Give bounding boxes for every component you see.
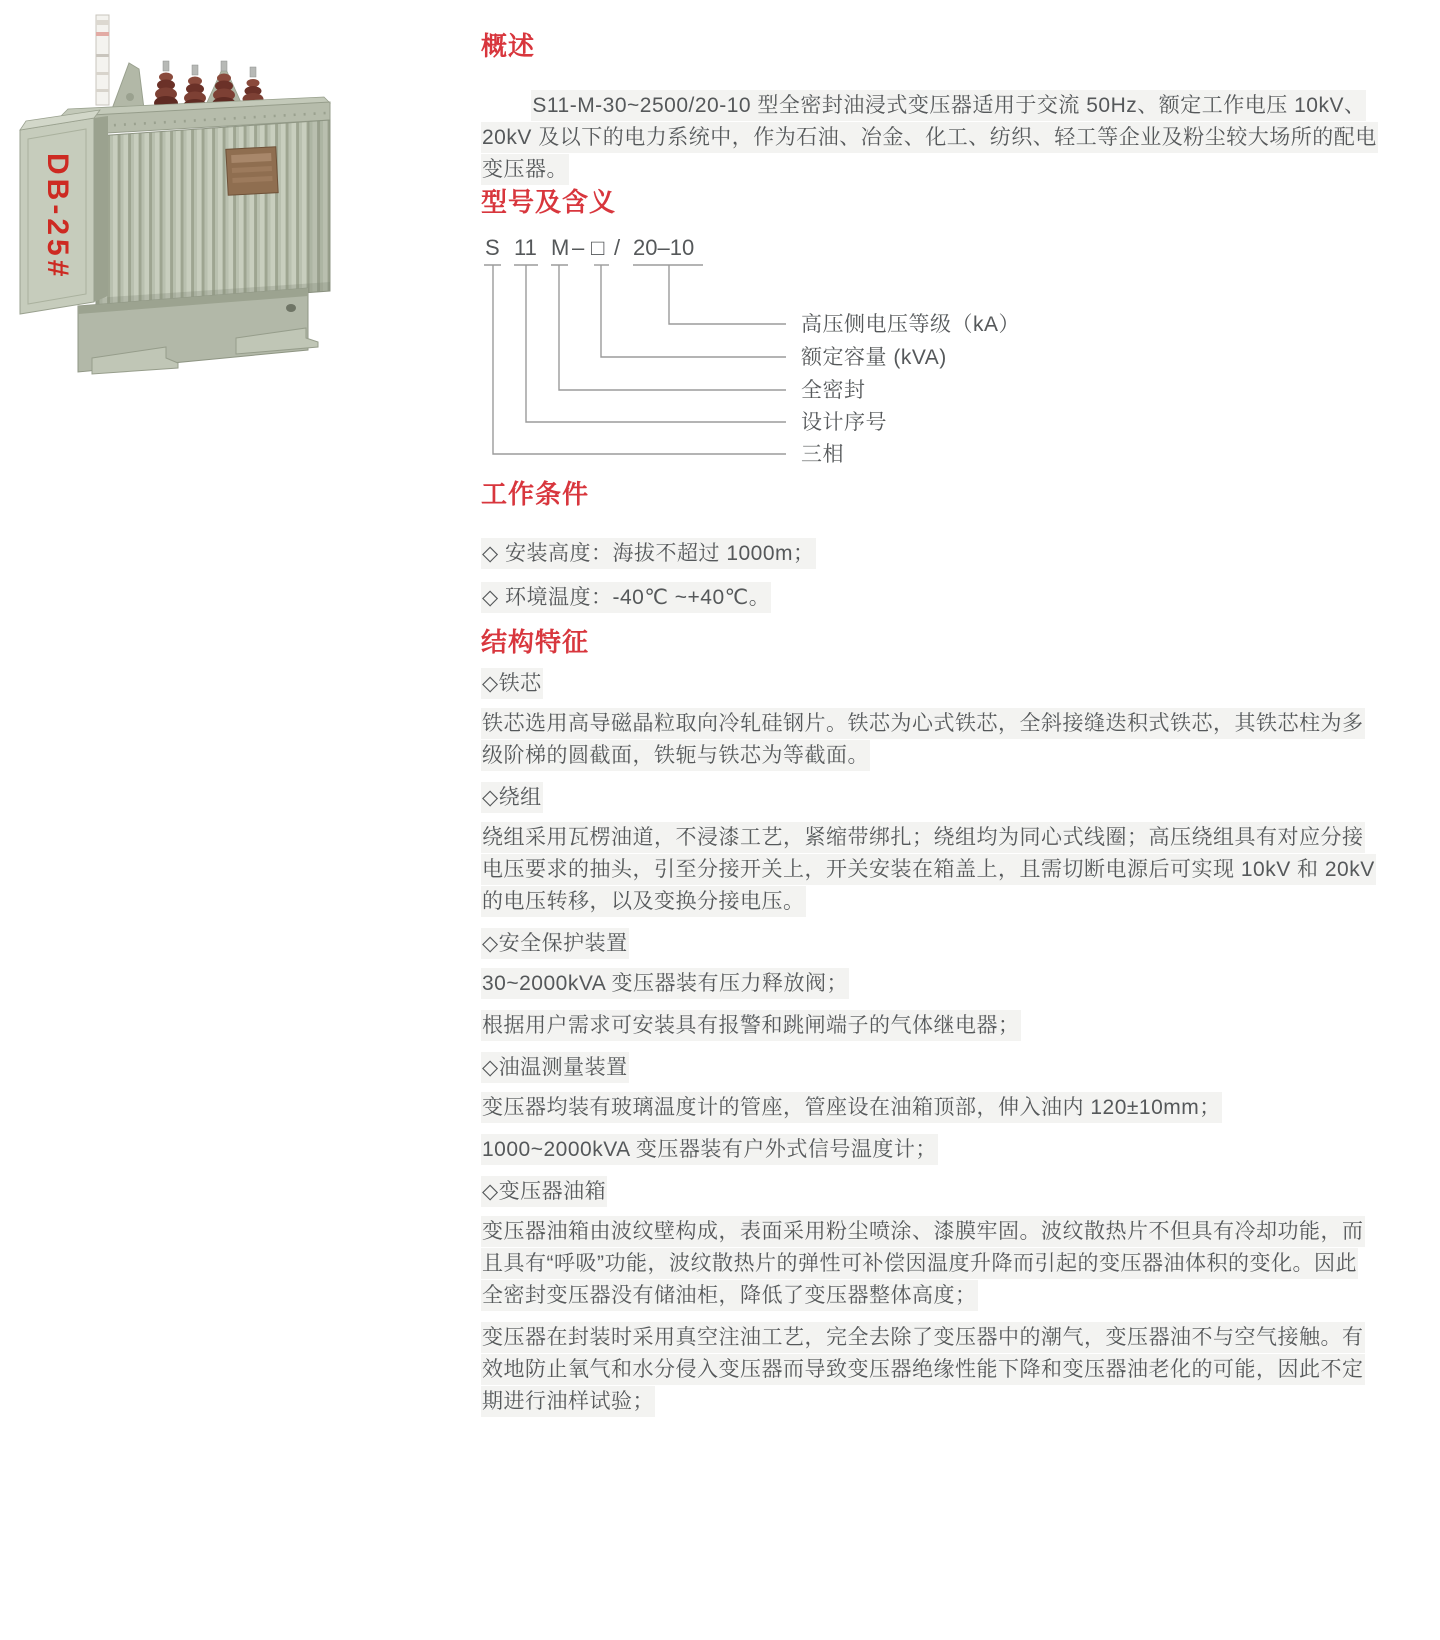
model-meaning-label: 高压侧电压等级（kA） [801, 313, 1021, 336]
structure-paragraph: 绕组采用瓦楞油道，不浸漆工艺，紧缩带绑扎；绕组均为同心式线圈；高压绕组具有对应分接电压要求的抽头，引至分接开关上，开关安装在箱盖上，且需切断电源后可实现 10kV 和 20kV 的电压转移，以及变换分接电压。 [481, 822, 1377, 918]
model-meaning-label: 额定容量 (kVA) [801, 346, 947, 369]
structure-paragraph: 铁芯选用高导磁晶粒取向冷轧硅钢片。铁芯为心式铁芯，全斜接缝迭积式铁芯，其铁芯柱为多级阶梯的圆截面，铁轭与铁芯为等截面。 [481, 708, 1377, 772]
model-code-part: □ [591, 235, 605, 260]
lifting-bracket [112, 63, 144, 109]
conditions-heading: 工作条件 [481, 479, 590, 509]
structure-subheading: ◇铁芯 [481, 668, 1377, 700]
model-meaning-label: 设计序号 [801, 411, 887, 434]
model-code-part: / [614, 235, 621, 260]
transformer-illustration [8, 5, 340, 383]
unit-label: DB-25# [41, 153, 74, 281]
model-meaning-label: 全密封 [801, 379, 866, 402]
structure-subheading: ◇变压器油箱 [481, 1176, 1377, 1208]
structure-paragraph: 30~2000kVA 变压器装有压力释放阀； [481, 968, 1377, 1000]
overview-heading: 概述 [481, 31, 536, 61]
structure-paragraph: 根据用户需求可安装具有报警和跳闸端子的气体继电器； [481, 1010, 1377, 1042]
condition-item: ◇ 环境温度：-40℃ ~+40℃。 [481, 582, 1377, 614]
catalog-page-content [481, 30, 1377, 1428]
structure-paragraph: 变压器油箱由波纹壁构成，表面采用粉尘喷涂、漆膜牢固。波纹散热片不但具有冷却功能，而且具有“呼吸”功能，波纹散热片的弹性可补偿因温度升降而引起的变压器油体积的变化。因此全密封变压器没有储油柜，降低了变压器整体高度； [481, 1216, 1377, 1312]
structure-heading: 结构特征 [481, 627, 590, 657]
structure-paragraph: 1000~2000kVA 变压器装有户外式信号温度计； [481, 1134, 1377, 1166]
structure-paragraph: 变压器均装有玻璃温度计的管座，管座设在油箱顶部，伸入油内 120±10mm； [481, 1092, 1377, 1124]
model-meaning-label: 三相 [801, 443, 844, 466]
model-code-part: M [551, 235, 570, 260]
conditions-list [481, 538, 1377, 614]
model-code-diagram [481, 228, 1377, 478]
structure-paragraph: 变压器在封装时采用真空注油工艺，完全去除了变压器中的潮气，变压器油不与空气接触。有效地防止氧气和水分侵入变压器而导致变压器绝缘性能下降和变压器油老化的可能，因此不定期进行油样试验； [481, 1322, 1377, 1418]
model-code-part: – [572, 235, 585, 260]
structure-blocks [481, 668, 1377, 1418]
bushing-icon [154, 61, 178, 110]
model-code-part: 20–10 [633, 235, 695, 260]
model-code-part: S [485, 235, 500, 260]
structure-subheading: ◇安全保护装置 [481, 928, 1377, 960]
overview-paragraph: S11-M-30~2500/20-10 型全密封油浸式变压器适用于交流 50Hz、额定工作电压 10kV、20kV 及以下的电力系统中，作为石油、冶金、化工、纺织、轻工等企业及粉尘较大场所的配电变压器。 [481, 90, 1377, 186]
fin-wall [96, 120, 330, 308]
structure-subheading: ◇油温测量装置 [481, 1052, 1377, 1084]
condition-item: ◇ 安装高度：海拔不超过 1000m； [481, 538, 1377, 570]
model-code-part: 11 [514, 235, 537, 260]
gauge-stick-icon [96, 15, 109, 105]
structure-subheading: ◇绕组 [481, 782, 1377, 814]
nameplate [226, 147, 278, 196]
transformer-photo [8, 5, 340, 383]
model-heading: 型号及含义 [481, 187, 617, 217]
